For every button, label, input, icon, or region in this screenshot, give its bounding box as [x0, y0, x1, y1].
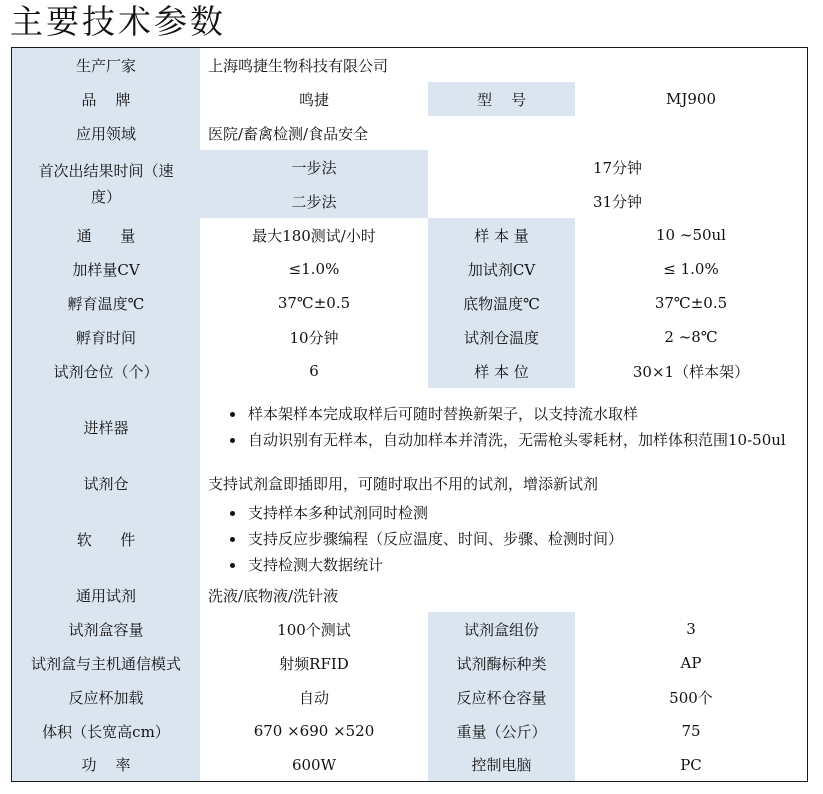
value-comm-mode: 射频RFID	[279, 654, 349, 673]
label-comm-mode: 试剂盒与主机通信模式	[12, 646, 200, 680]
page-title: 主要技术参数	[10, 2, 226, 41]
value-brand: 鸣捷	[298, 90, 329, 109]
label-incubation-time: 孵育时间	[12, 320, 200, 354]
label-substrate-temp: 底物温度℃	[428, 286, 575, 320]
value-reagent-bin: 支持试剂盒即插即用，可随时取出不用的试剂，增添新试剂	[208, 474, 599, 493]
label-sample-cv: 加样量CV	[12, 252, 200, 286]
value-sample-cv: ≤1.0%	[288, 260, 340, 278]
list-item: • 支持反应步骤编程（反应温度、时间、步骤、检测时间）	[246, 526, 623, 552]
value-sample-volume: 10 ~50ul	[656, 226, 726, 244]
label-incubation-temp: 孵育温度℃	[12, 286, 200, 320]
label-brand: 品 牌	[12, 82, 200, 116]
value-manufacturer: 上海鸣捷生物科技有限公司	[208, 56, 389, 75]
label-reagent-cv: 加试剂CV	[428, 252, 575, 286]
list-item: • 支持样本多种试剂同时检测	[246, 500, 623, 526]
label-weight: 重量（公斤）	[428, 714, 575, 748]
value-volume: 670 ×690 ×520	[253, 722, 375, 740]
value-one-step: 17分钟	[592, 158, 643, 177]
value-model: MJ900	[665, 90, 716, 108]
value-cup-bin-capacity: 500个	[669, 688, 713, 707]
label-sampler: 进样器	[12, 388, 200, 466]
label-model: 型 号	[428, 82, 575, 116]
value-reagent-positions: 6	[309, 362, 319, 380]
value-two-step: 31分钟	[592, 192, 643, 211]
label-sample-positions: 样 本 位	[428, 354, 575, 388]
value-general-reagent: 洗液/底物液/洗针液	[208, 586, 339, 605]
value-throughput: 最大180测试/小时	[252, 226, 376, 245]
value-enzyme-type: AP	[680, 654, 702, 672]
label-reagent-positions: 试剂仓位（个）	[12, 354, 200, 388]
label-software: 软 件	[12, 500, 200, 578]
label-sample-volume: 样 本 量	[428, 218, 575, 252]
label-first-result-time: 首次出结果时间（速度）	[12, 150, 200, 218]
spec-table	[11, 47, 808, 782]
value-kit-capacity: 100个测试	[277, 620, 351, 639]
value-control-pc: PC	[680, 755, 702, 774]
label-cup-loading: 反应杯加载	[12, 680, 200, 714]
list-item: • 自动识别有无样本，自动加样本并清洗，无需枪头零耗材，加样体积范围10-50ul	[246, 427, 786, 453]
label-enzyme-type: 试剂酶标种类	[428, 646, 575, 680]
label-kit-components: 试剂盒组份	[428, 612, 575, 646]
label-power: 功 率	[12, 748, 200, 781]
value-weight: 75	[681, 722, 701, 740]
sampler-list	[200, 401, 786, 453]
value-software	[200, 500, 807, 578]
label-one-step: 一步法	[200, 150, 428, 184]
value-reagent-cv: ≤ 1.0%	[663, 260, 719, 278]
label-throughput: 通 量	[12, 218, 200, 252]
label-control-pc: 控制电脑	[428, 748, 575, 781]
label-cup-bin-capacity: 反应杯仓容量	[428, 680, 575, 714]
value-sampler	[200, 388, 807, 466]
label-two-step: 二步法	[200, 184, 428, 218]
value-kit-components: 3	[686, 620, 696, 638]
software-list	[200, 500, 623, 578]
value-substrate-temp: 37℃±0.5	[654, 294, 728, 312]
value-application: 医院/畜禽检测/食品安全	[208, 124, 369, 143]
value-incubation-temp: 37℃±0.5	[277, 294, 351, 312]
label-reagent-bin: 试剂仓	[12, 466, 200, 500]
list-item: • 支持检测大数据统计	[246, 552, 623, 578]
label-application: 应用领域	[12, 116, 200, 150]
value-incubation-time: 10分钟	[289, 328, 339, 347]
label-kit-capacity: 试剂盒容量	[12, 612, 200, 646]
value-power: 600W	[291, 755, 337, 774]
value-cup-loading: 自动	[298, 688, 329, 707]
value-sample-positions: 30×1（样本架）	[632, 362, 750, 381]
list-item: • 样本架样本完成取样后可随时替换新架子，以支持流水取样	[246, 401, 786, 427]
label-volume: 体积（长宽高cm）	[12, 714, 200, 748]
label-reagent-bin-temp: 试剂仓温度	[428, 320, 575, 354]
label-manufacturer: 生产厂家	[12, 48, 200, 82]
value-reagent-bin-temp: 2 ~8℃	[664, 328, 718, 346]
label-general-reagent: 通用试剂	[12, 578, 200, 612]
